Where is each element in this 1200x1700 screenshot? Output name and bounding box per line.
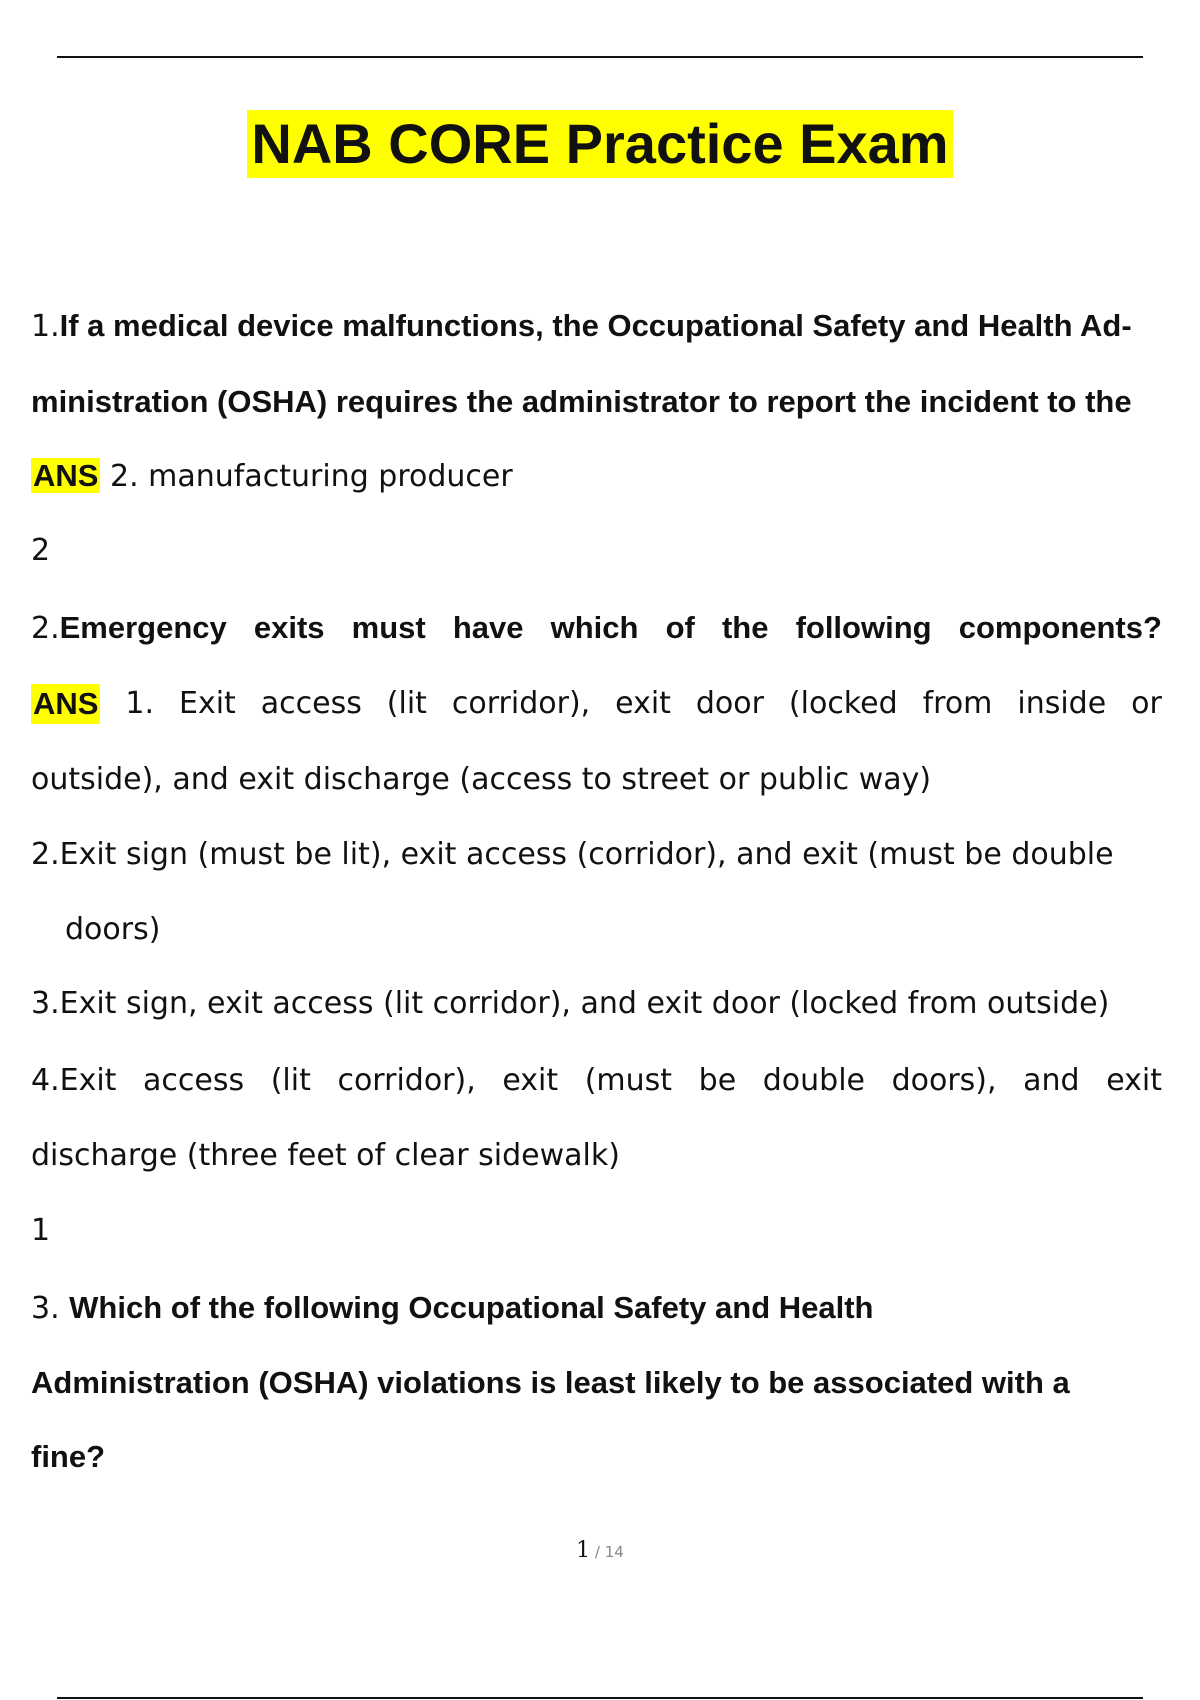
q1-line-2 xyxy=(31,382,1200,423)
q2-option-1-line-1 xyxy=(31,684,1162,725)
q2-opt1-word: or xyxy=(1131,686,1162,721)
page-separator: / xyxy=(590,1543,605,1561)
q2-opt1-word: Exit xyxy=(178,686,236,721)
q2-stem-word: exits xyxy=(253,610,325,645)
q2-opt2-line-1 xyxy=(31,835,1200,875)
q2-opt1-word: (locked xyxy=(788,686,898,721)
q2-opt1-word: from xyxy=(922,686,993,721)
q2-stem-word: must xyxy=(351,610,426,645)
page-title: NAB CORE Practice Exam xyxy=(247,110,952,178)
q2-opt4-word: exit xyxy=(502,1063,559,1098)
q2-opt4-word: and xyxy=(1023,1063,1080,1098)
q1-line-1 xyxy=(31,306,1200,347)
q2-opt1-word: corridor), xyxy=(451,686,591,721)
q2-opt4-word: double xyxy=(762,1063,865,1098)
q3-stem-line-1: Which of the following Occupational Safety and Health xyxy=(69,1290,874,1325)
q3-line-2 xyxy=(31,1363,1200,1404)
q2-key xyxy=(31,1211,1200,1251)
bottom-rule xyxy=(57,1697,1143,1699)
q2-stem-word: which xyxy=(550,610,639,645)
q2-stem-word: of xyxy=(665,610,695,645)
q2-stem-lead xyxy=(31,608,227,649)
q2-option-2-number: 2. xyxy=(31,837,60,872)
q2-opt4-line-2 xyxy=(31,1136,1200,1176)
q2-stem-word: following xyxy=(795,610,932,645)
q2-opt4-word: corridor), xyxy=(337,1063,476,1098)
q1-number: 1. xyxy=(31,309,60,344)
q2-opt1-word: 1. xyxy=(125,686,155,721)
q2-opt4-word: be xyxy=(698,1063,737,1098)
q1-answer-line xyxy=(31,456,1200,497)
q2-option-4-line-1 xyxy=(31,1061,1162,1101)
q2-opt4-word: (must xyxy=(584,1063,673,1098)
q2-option-3-number: 3. xyxy=(31,986,60,1021)
page-total: 14 xyxy=(604,1543,624,1561)
q3-stem-line-2: Administration (OSHA) violations is least likely to be associated with a xyxy=(31,1365,1070,1400)
q2-opt4-lead xyxy=(31,1061,116,1101)
top-rule xyxy=(57,56,1143,58)
q2-stem-line xyxy=(31,608,1200,649)
q2-opt1-line-1 xyxy=(31,684,1200,725)
q2-opt1-ans-tag: ANS xyxy=(31,684,100,724)
q1-key-value: 2 xyxy=(31,533,51,568)
q1-stem-line-2: ministration (OSHA) requires the administrator to report the incident to the xyxy=(31,384,1132,419)
q2-option-1-line-2: outside), and exit discharge (access to street or public way) xyxy=(31,762,932,797)
q2-opt1-word: exit xyxy=(615,686,671,721)
q2-opt1-word: access xyxy=(260,686,362,721)
q2-option-3-line-1: Exit sign, exit access (lit corridor), and exit door (locked from outside) xyxy=(59,986,1110,1021)
q3-number: 3. xyxy=(31,1291,60,1326)
q2-stem-word: components? xyxy=(958,610,1162,645)
q2-opt3-line xyxy=(31,984,1200,1024)
q2-stem-word: Emergency xyxy=(59,610,227,645)
q2-option-2-line-2: doors) xyxy=(65,912,161,947)
q2-opt1-word: inside xyxy=(1017,686,1107,721)
q2-opt4-word: exit xyxy=(1106,1063,1162,1098)
q2-stem-word: have xyxy=(452,610,524,645)
q1-stem-line-1: If a medical device malfunctions, the Occupational Safety and Health Ad- xyxy=(59,308,1132,343)
q2-option-2-line-1: Exit sign (must be lit), exit access (corridor), and exit (must be double xyxy=(59,837,1114,872)
q2-opt4-number: 4. xyxy=(31,1063,60,1098)
q2-opt2-line-2 xyxy=(65,910,1200,950)
q1-key xyxy=(31,531,1200,571)
q1-ans-tag: ANS xyxy=(33,458,99,493)
q2-opt4-word: Exit xyxy=(59,1063,117,1098)
q2-opt4-word: access xyxy=(143,1063,245,1098)
q2-opt4-word: doors), xyxy=(891,1063,997,1098)
q2-stem-number: 2. xyxy=(31,611,60,646)
q2-option-4-line-2: discharge (three feet of clear sidewalk) xyxy=(31,1138,620,1173)
q2-opt1-word: (lit xyxy=(386,686,427,721)
q2-opt1-word: door xyxy=(695,686,764,721)
q2-key-value: 1 xyxy=(31,1213,51,1248)
q2-stem xyxy=(31,608,1162,649)
q2-opt4-line-1 xyxy=(31,1061,1200,1101)
q2-opt1-lead xyxy=(31,684,100,725)
page-indicator xyxy=(0,1538,1200,1563)
page-current: 1 xyxy=(576,1538,591,1563)
title-block xyxy=(0,110,1200,178)
q3-stem-line-3: fine? xyxy=(31,1439,106,1474)
q3-line-1 xyxy=(31,1288,1200,1329)
q2-opt1-line-2 xyxy=(31,760,1200,800)
q3-line-3 xyxy=(31,1437,1200,1478)
q2-stem-word: the xyxy=(721,610,769,645)
q1-answer-text: 2. manufacturing producer xyxy=(110,459,513,494)
q2-opt4-word: (lit xyxy=(270,1063,311,1098)
